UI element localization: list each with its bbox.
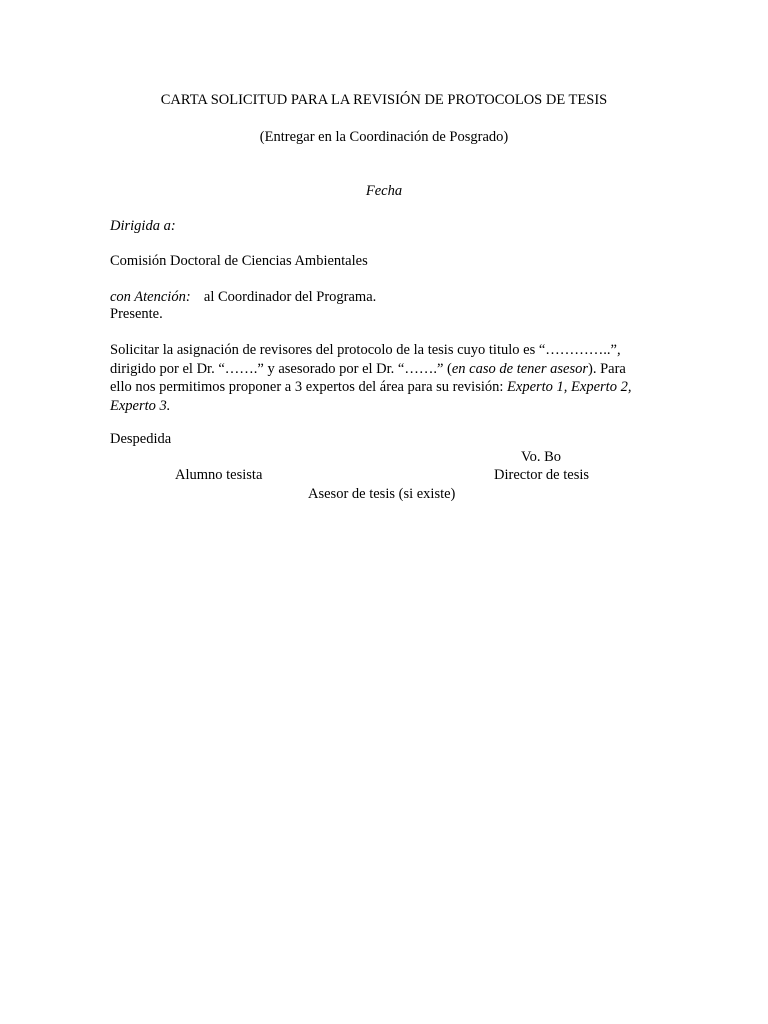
- paragraph-italic-text: en caso de tener asesor: [451, 360, 588, 377]
- document-title: CARTA SOLICITUD PARA LA REVISIÓN DE PROTOCOLOS DE TESIS: [160, 92, 608, 108]
- paragraph-line-3: [110, 378, 656, 397]
- request-paragraph: [110, 341, 656, 415]
- paragraph-line-2: [110, 360, 656, 379]
- attention-value: al Coordinador del Programa.: [203, 289, 377, 305]
- vobo-label: Vo. Bo: [521, 449, 562, 465]
- attention-line: [110, 288, 376, 306]
- addressed-label: Dirigida a:: [110, 218, 176, 234]
- director-signature-label: Director de tesis: [494, 467, 590, 483]
- date-label: Fecha: [365, 183, 403, 199]
- student-signature-label: Alumno tesista: [175, 467, 263, 483]
- advisor-signature-label: Asesor de tesis (si existe): [308, 486, 456, 502]
- present-label: Presente.: [110, 306, 163, 322]
- committee-name: Comisión Doctoral de Ciencias Ambientales: [110, 253, 368, 269]
- paragraph-text: dirigido por el Dr. “…….” y asesorado por el Dr. “…….” (: [110, 360, 452, 377]
- paragraph-line-1: [110, 341, 656, 360]
- document-subtitle: (Entregar en la Coordinación de Posgrado): [259, 129, 509, 145]
- closing-label: Despedida: [110, 431, 172, 447]
- attention-label: con Atención:: [110, 289, 191, 305]
- paragraph-line-4: [110, 397, 656, 416]
- paragraph-italic-text: Experto 1, Experto 2,: [503, 379, 632, 395]
- paragraph-text: ello nos permitimos proponer a 3 expertos del área para su revisión:: [110, 379, 504, 395]
- paragraph-italic-text: Experto 3.: [110, 397, 171, 414]
- paragraph-text: ). Para: [587, 360, 626, 377]
- paragraph-text: Solicitar la asignación de revisores del protocolo de la tesis cuyo titulo es “…………..”,: [110, 342, 621, 358]
